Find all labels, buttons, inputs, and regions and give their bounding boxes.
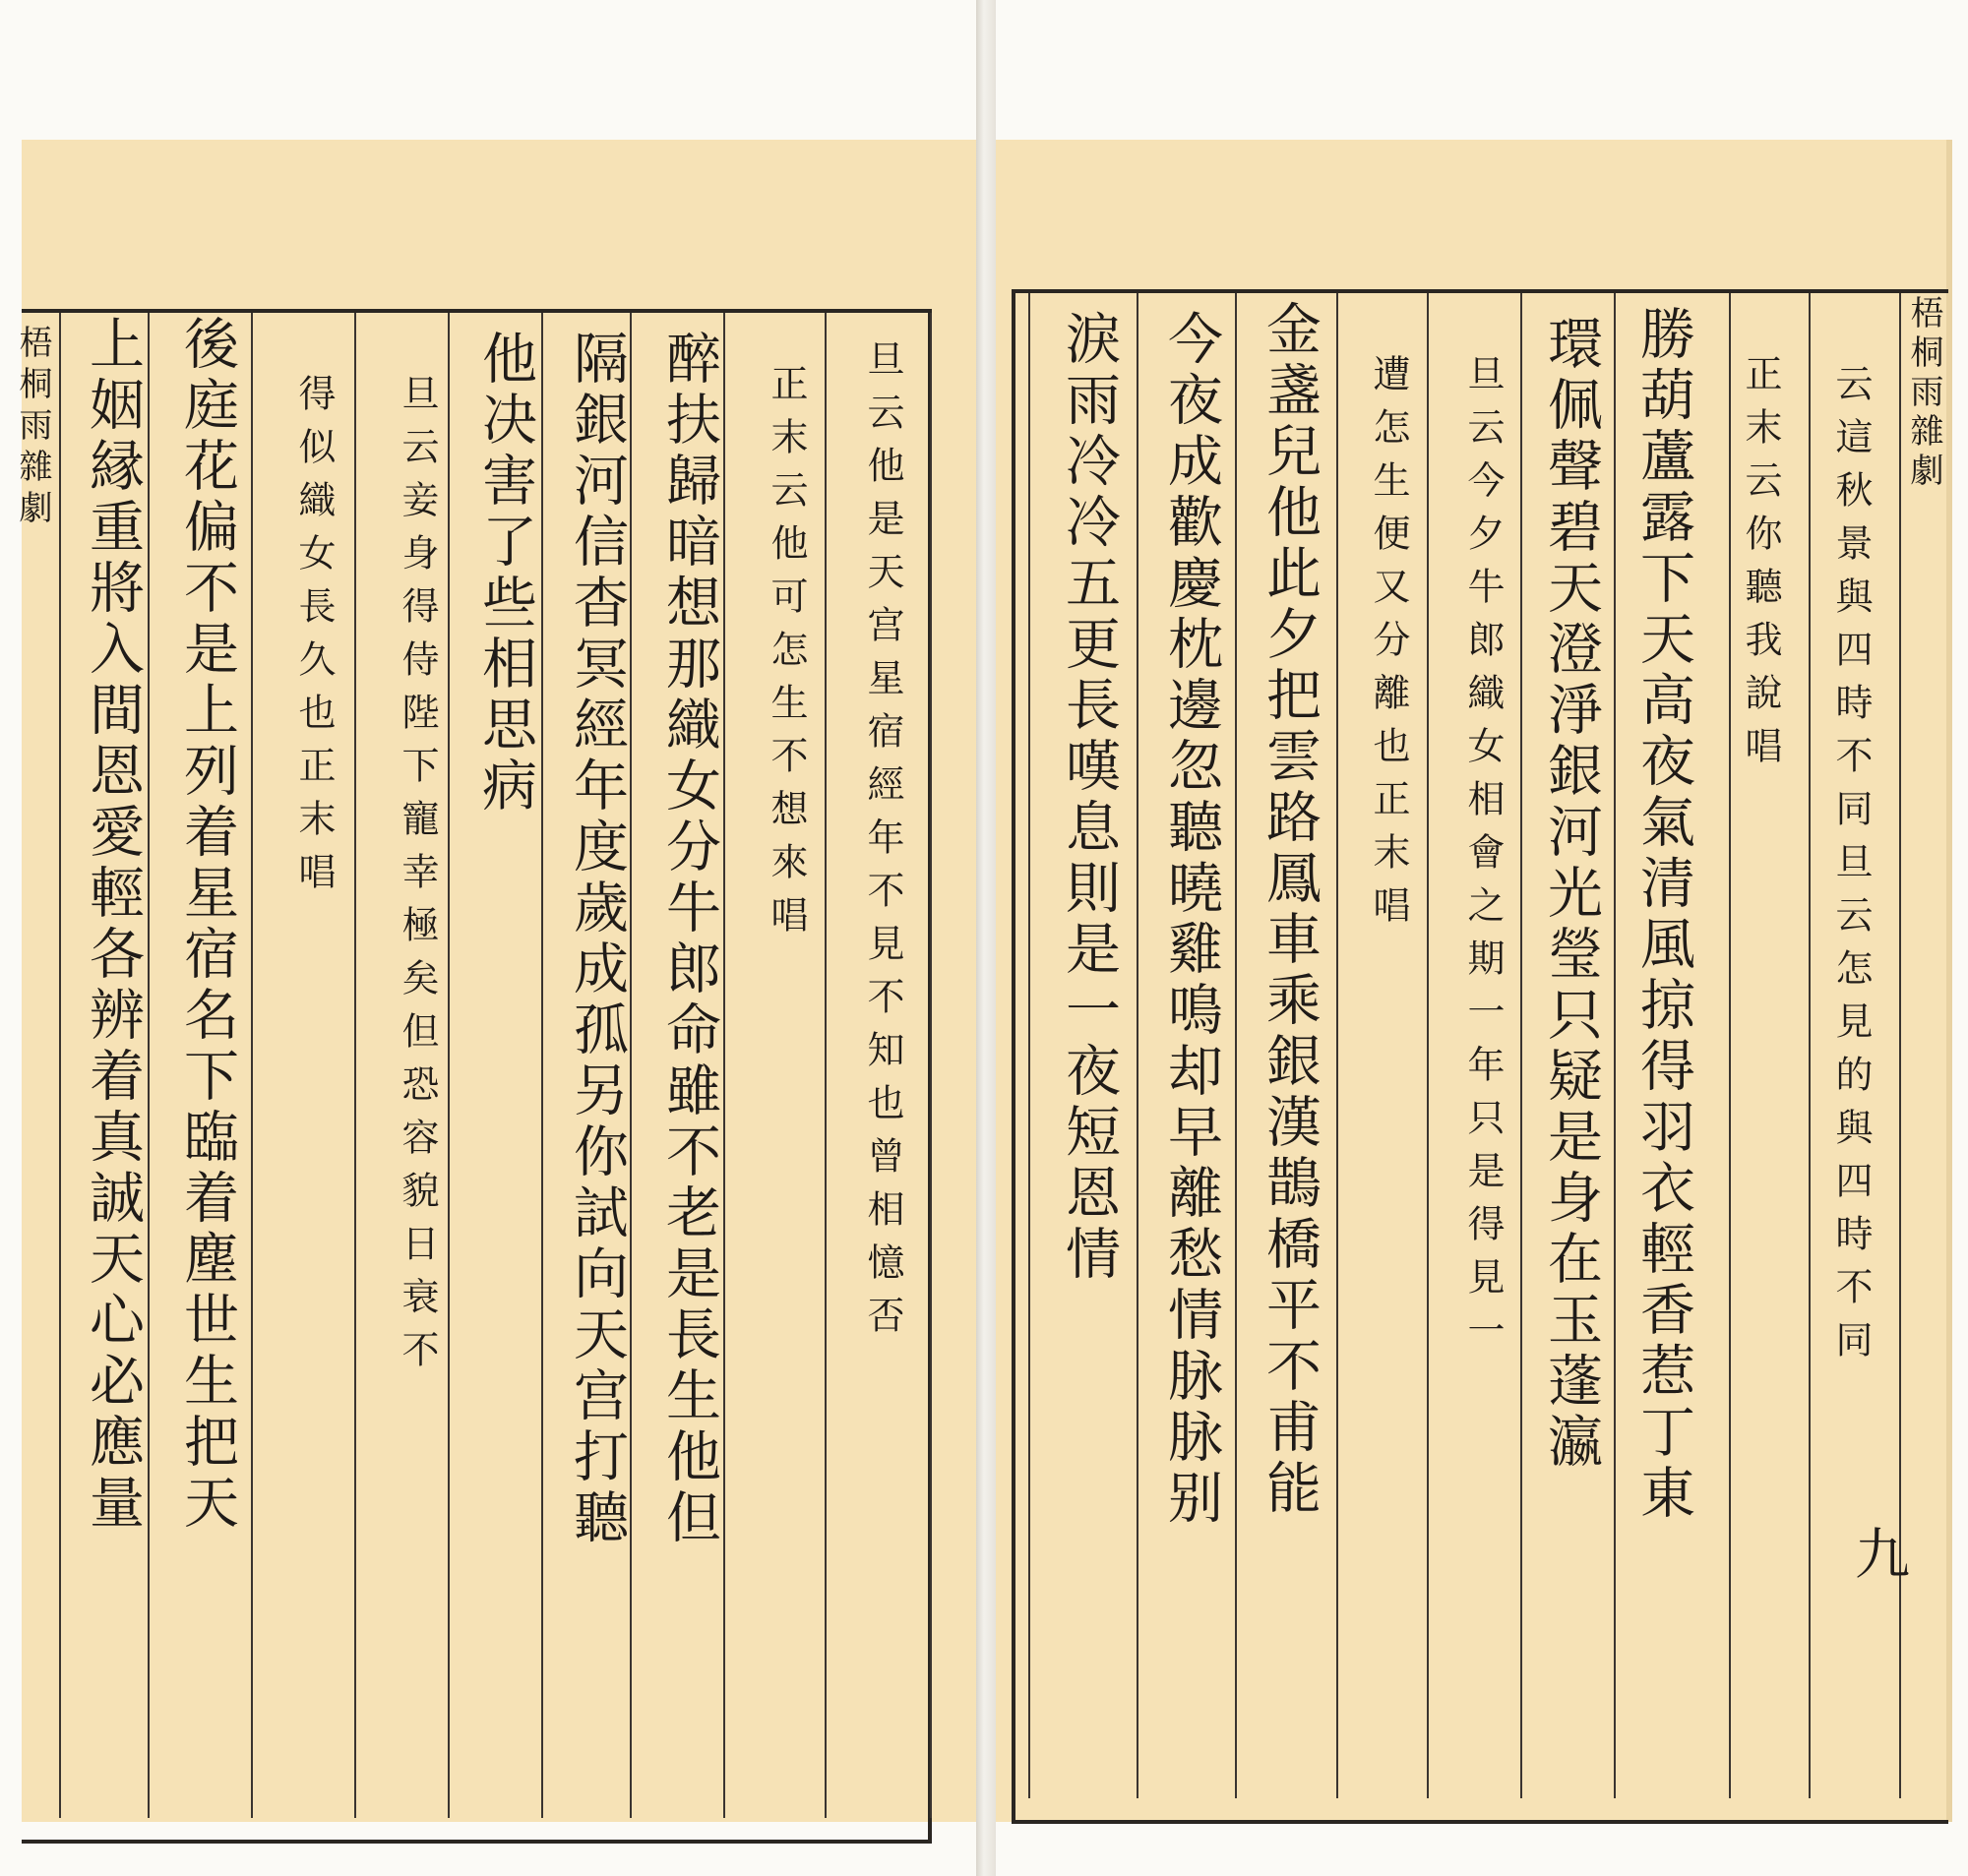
text-column-r3: 勝葫蘆露下天高夜氣清風掠得羽衣輕香惹丁東 [1631,305,1695,1525]
column-rule [59,313,61,1818]
text-column-r4: 環佩聲碧天澄淨銀河光瑩只疑是身在玉蓬瀛 [1539,315,1603,1474]
page-number: 九 [1846,1525,1910,1586]
text-column-4: 隔銀河信杳冥經年度歲成孤另你試向天宫打聽 [565,330,629,1549]
text-column-r1: 云這秋景與四時不同旦云怎見的與四時不同 [1829,364,1873,1373]
column-rule [1614,293,1616,1798]
right-page-margin-title: 梧桐雨雜劇 [1904,295,1943,492]
text-column-5: 他决害了些相思病 [473,330,537,817]
text-column-9: 上姻縁重將入間恩愛輕各辨着真誠天心必應量 [81,315,145,1535]
column-rule [930,313,932,1818]
text-column-2: 正末云他可怎生不想來唱 [765,364,808,948]
column-rule [148,313,150,1818]
text-column-r2: 正末云你聽我說唱 [1739,354,1782,779]
text-column-r9: 淚雨冷冷五更長嘆息則是一夜短恩情 [1057,310,1121,1286]
column-rule [825,313,827,1818]
column-rule [1729,293,1731,1798]
column-rule [354,313,356,1818]
text-column-r5: 旦云今夕牛郎織女相會之期一年只是得見一 [1461,354,1505,1363]
column-rule [723,313,725,1818]
text-column-6: 旦云妾身得侍陛下寵幸極矣但恐容貌日衰不 [396,374,439,1383]
column-rule [251,313,253,1818]
column-rule [1336,293,1338,1798]
text-column-r6: 遭怎生便又分離也正末唱 [1367,354,1410,938]
left-page-margin-title: 梧桐雨雜劇 [13,325,52,531]
text-column-1: 旦云他是天宫星宿經年不見不知也曾相憶否 [861,339,904,1349]
column-rule [541,313,543,1818]
column-rule [1809,293,1811,1798]
column-rule [1520,293,1522,1798]
column-rule [1235,293,1237,1798]
column-rule [448,313,450,1818]
column-rule [1137,293,1138,1798]
book-spine [976,0,996,1876]
text-column-3: 醉扶歸暗想那織女分牛郎命雖不老是長生他但 [657,330,721,1549]
column-rule [630,313,632,1818]
column-rule [1427,293,1429,1798]
text-column-r7: 金盞兒他此夕把雲路鳳車乘銀漢鵲橋平不甫能 [1258,300,1322,1520]
text-column-r8: 今夜成歡慶枕邊忽聽曉雞鳴却早離愁情脉脉别 [1159,310,1223,1530]
text-column-7: 得似織女長久也正末唱 [292,374,336,905]
column-rule [1028,293,1030,1798]
text-column-8: 後庭花偏不是上列着星宿名下臨着塵世生把天 [175,315,239,1535]
